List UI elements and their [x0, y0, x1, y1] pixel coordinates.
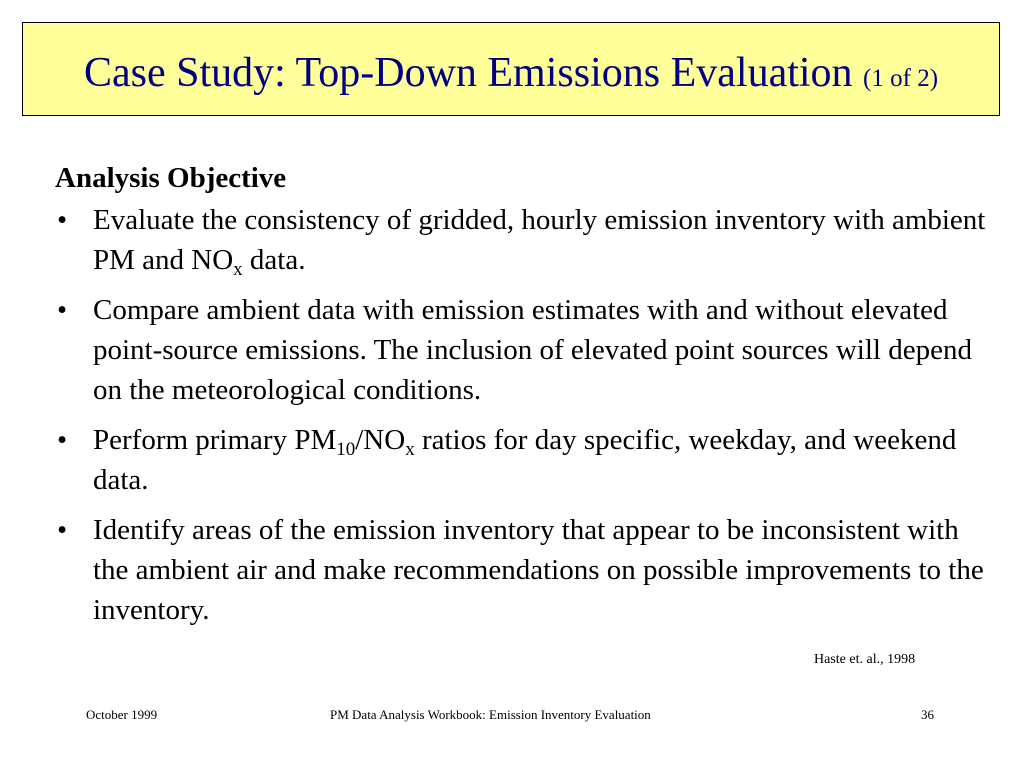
- bullet-item: [55, 510, 995, 630]
- slide-title-page-indicator: (1 of 2): [863, 65, 939, 92]
- title-box: [22, 22, 1000, 116]
- slide-title-main: Case Study: Top-Down Emissions Evaluation: [83, 50, 853, 96]
- subscript: x: [405, 439, 415, 460]
- bullet-item: [55, 200, 995, 280]
- bullet-marker: •: [57, 514, 68, 546]
- content-area: [55, 158, 995, 630]
- citation: Haste et. al., 1998: [814, 652, 916, 667]
- bullet-item: [55, 290, 995, 410]
- bullet-text: data.: [242, 244, 306, 276]
- page-number: 36: [921, 707, 934, 722]
- bullet-text: ratios for day specific, weekday, and weekend data.: [93, 424, 957, 496]
- bullet-text: Identify areas of the emission inventory that appear to be inconsistent with the ambient air and make recommendations on possible improvements to the inventory.: [93, 514, 984, 626]
- bullet-marker: •: [57, 294, 68, 326]
- subscript: 10: [336, 439, 356, 460]
- slide-title: [84, 52, 938, 94]
- subscript: x: [233, 259, 243, 280]
- bullet-text: Compare ambient data with emission estimates with and without elevated point-source emissions. The inclusion of elevated point sources will depend on the meteorological conditions.: [93, 294, 972, 406]
- bullet-list: [55, 200, 995, 630]
- bullet-marker: •: [57, 204, 68, 236]
- bullet-text: Evaluate the consistency of gridded, hourly emission inventory with ambient PM and NO: [93, 204, 986, 276]
- bullet-text: /NO: [355, 424, 406, 456]
- footer-date: October 1999: [86, 707, 158, 722]
- bullet-text: Perform primary PM: [93, 424, 337, 456]
- footer-title: PM Data Analysis Workbook: Emission Inventory Evaluation: [330, 707, 651, 722]
- bullet-item: [55, 420, 995, 500]
- section-heading: Analysis Objective: [55, 162, 287, 194]
- bullet-marker: •: [57, 424, 68, 456]
